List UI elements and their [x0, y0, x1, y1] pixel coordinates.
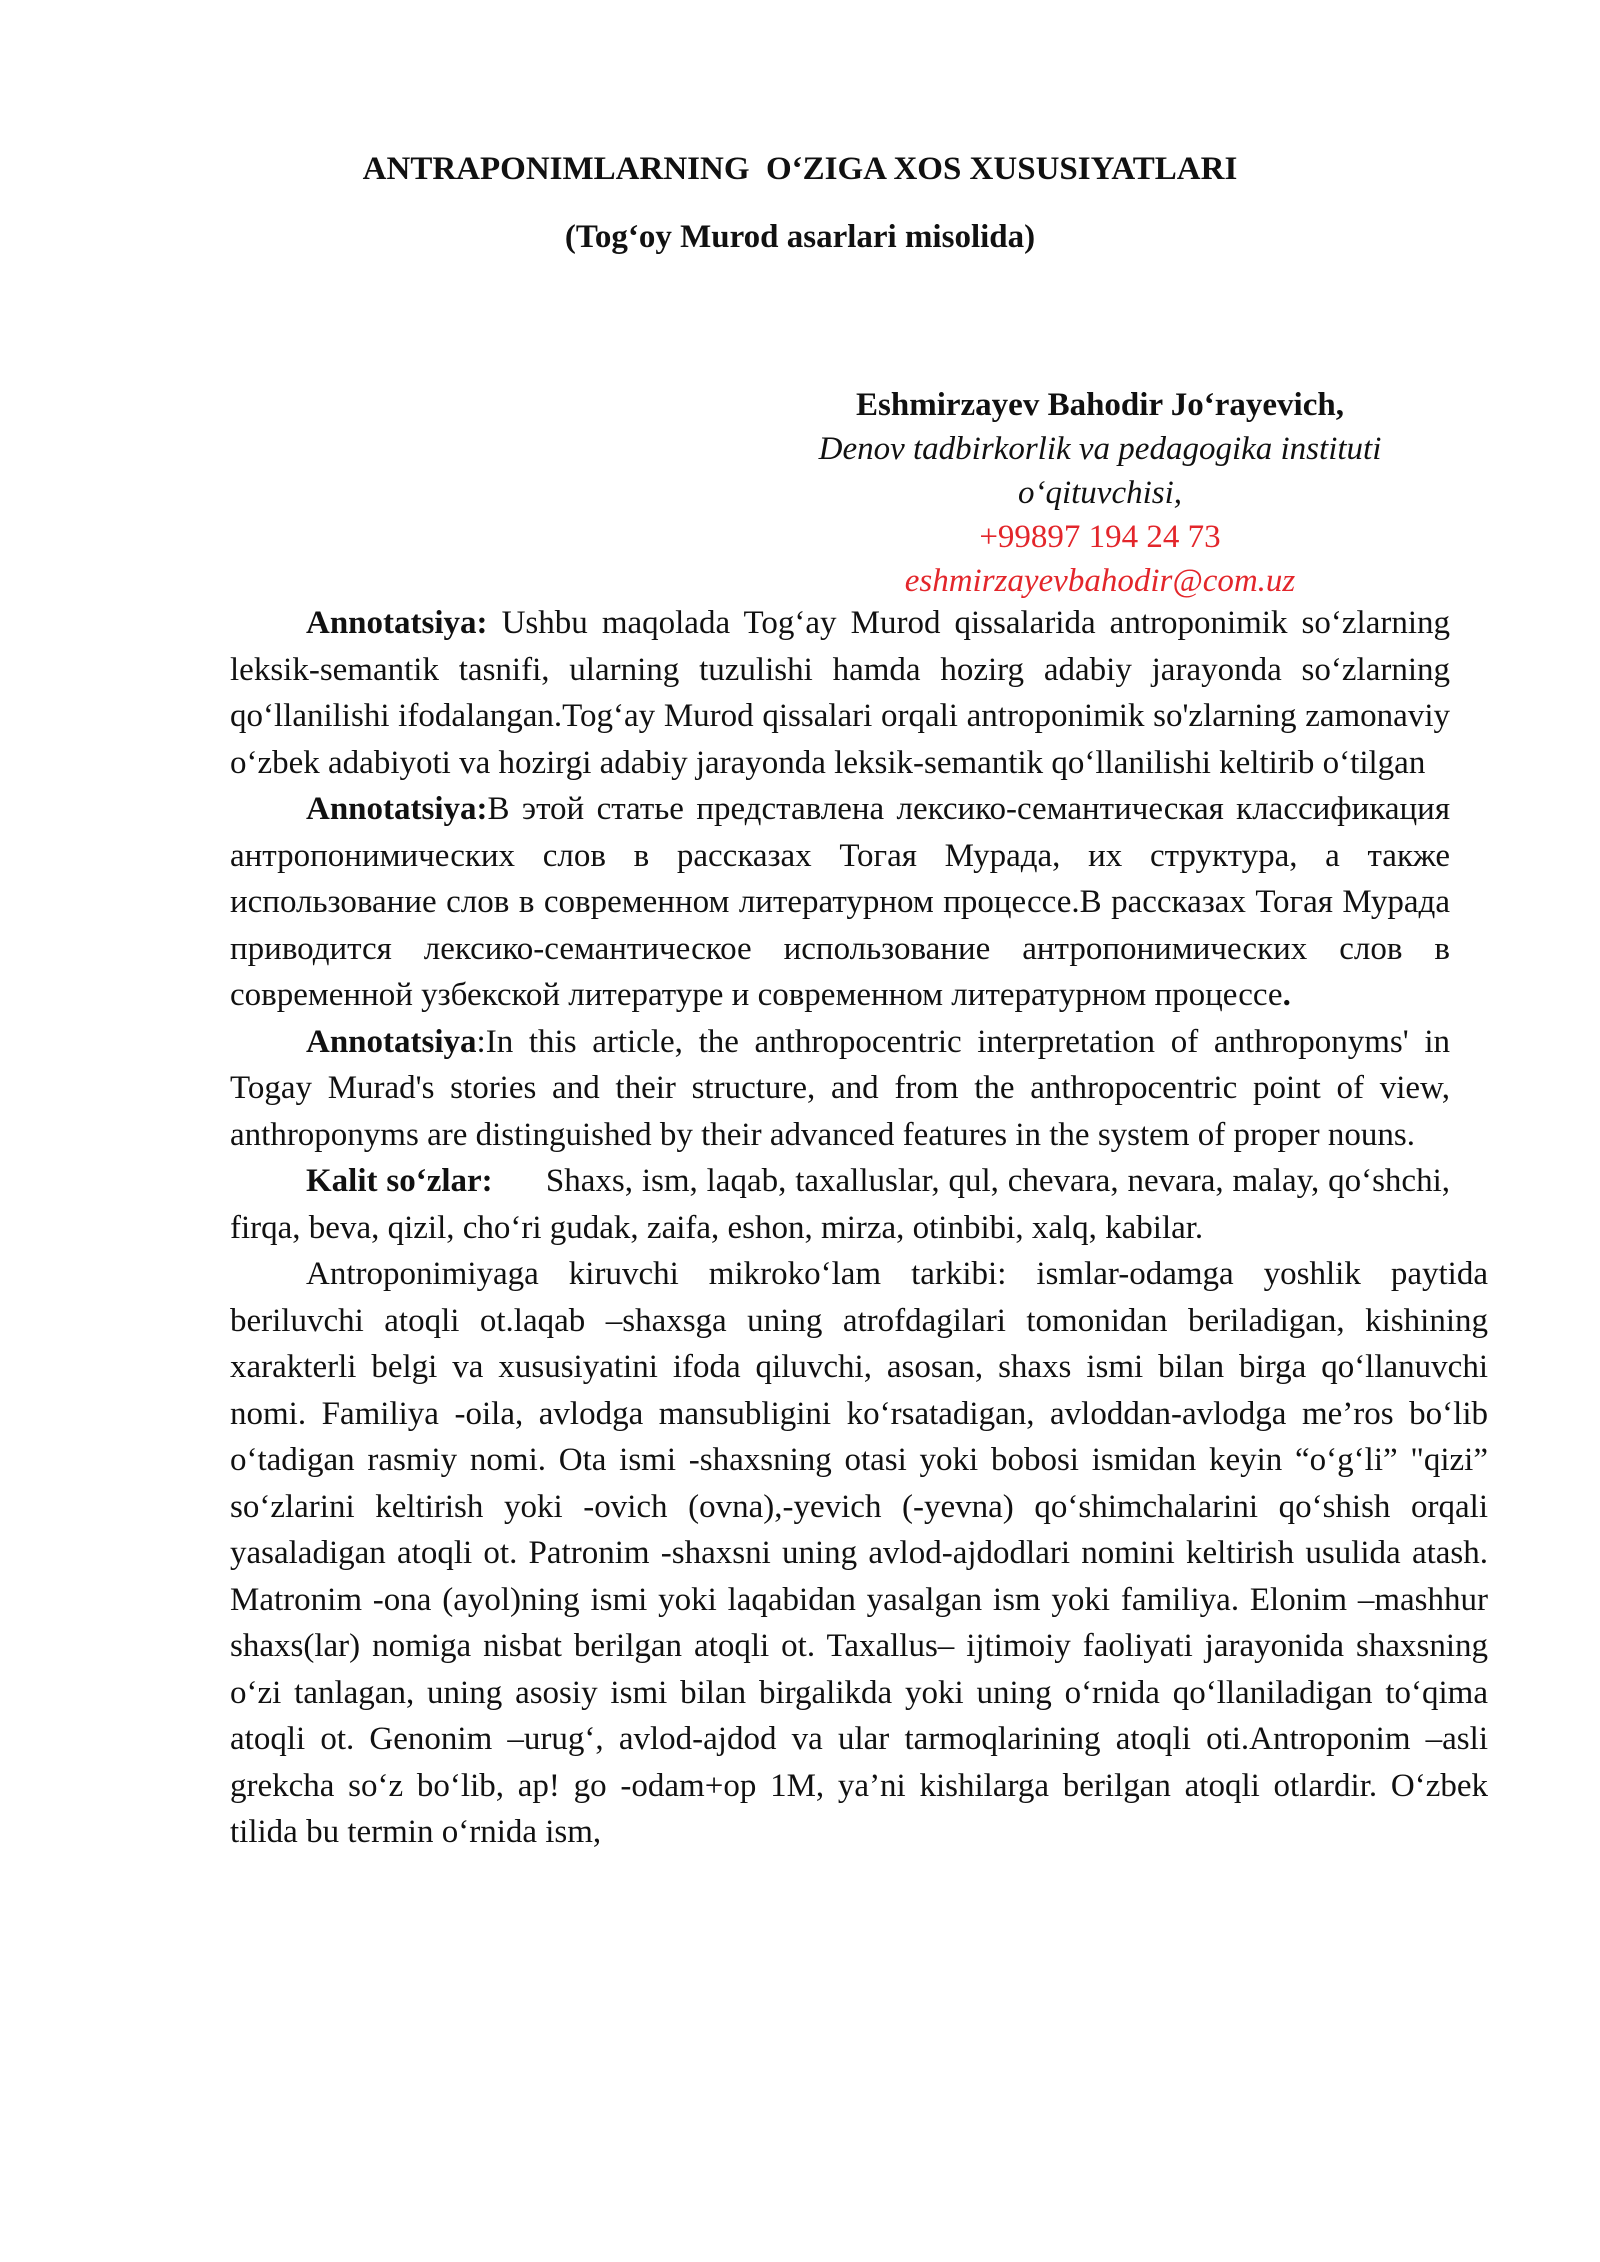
- keywords-label: Kalit so‘zlar:: [306, 1163, 493, 1199]
- author-email[interactable]: eshmirzayevbahodir@com.uz: [904, 563, 1296, 599]
- annotation-en: [230, 1019, 1450, 1159]
- annotation-en-text: :In this article, the anthropocentric interpretation of anthroponyms' in Togay Murad's stories and their structure, and from the anthropocentric point of view, anthroponyms are distinguished by their advanced features in the system of proper nouns.: [230, 1023, 1450, 1153]
- keywords-text: Shaxs, ism, laqab, taxalluslar, qul, chevara, nevara, malay, qo‘shchi, firqa, beva, qizil, cho‘ri gudak, zaifa, eshon, mirza, otinbibi, xalq, kabilar.: [230, 1163, 1459, 1246]
- annotation-ru-text: В этой статье представлена лексико-семантическая классификация антропонимических слов в рассказах Тогая Мурада, их структура, а также использование слов в современном литературном процессе.В рассказах Тогая Мурада приводится лексико-семантическое использование антропонимических слов в современной узбекской литературе и современном литературном процессе: [230, 791, 1450, 1013]
- annotation-en-label: Annotatsiya: [306, 1023, 477, 1060]
- page-title: ANTRAPONIMLARNING O‘ZIGA XOS XUSUSIYATLARI: [362, 151, 1238, 187]
- author-position: o‘qituvchisi,: [1017, 475, 1183, 511]
- page-subtitle: (Tog‘oy Murod asarlari misolida): [564, 219, 1036, 255]
- article-body: [230, 600, 1488, 1856]
- annotation-ru-end: .: [1282, 977, 1291, 1013]
- author-phone: +99897 194 24 73: [979, 519, 1221, 555]
- annotation-ru-label: Annotatsiya:: [306, 791, 488, 827]
- keywords: [230, 1158, 1459, 1251]
- author-block: [740, 383, 1460, 603]
- author-affiliation: Denov tadbirkorlik va pedagogika instituti: [818, 431, 1382, 467]
- annotation-uz: [230, 600, 1450, 786]
- annotation-uz-label: Annotatsiya:: [306, 605, 488, 641]
- annotation-ru: [230, 786, 1450, 1019]
- main-paragraph: Antroponimiyaga kiruvchi mikroko‘lam tarkibi: ismlar-odamga yoshlik paytida beriluvchi atoqli ot.laqab –shaxsga uning atrofdagilari tomonidan beriladigan, kishining xarakterli belgi va xususiyatini ifoda qiluvchi, asosan, shaxs ismi bilan birga qo‘llanuvchi nomi. Familiya -oila, avlodga mansubligini ko‘rsatadigan, avloddan-avlodga me’ros bo‘lib o‘tadigan rasmiy nomi. Ota ismi -shaxsning otasi yoki bobosi ismidan keyin “o‘g‘li” "qizi” so‘zlarini keltirish yoki -ovich (ovna),-yevich (-yevna) qo‘shimchalarini qo‘shish orqali yasaladigan atoqli ot. Patronim -shaxsni uning avlod-ajdodlari nomini keltirish usulida atash. Matronim -ona (ayol)ning ismi yoki laqabidan yasalgan ism yoki familiya. Elonim –mashhur shaxs(lar) nomiga nisbat berilgan atoqli ot. Taxallus– ijtimoiy faoliyati jarayonida shaxsning o‘zi tanlagan, uning asosiy ismi bilan birgalikda yoki uning o‘rnida qo‘llaniladigan to‘qima atoqli ot. Genonim –urug‘, avlod-ajdod va ular tarmoqlarining atoqli oti.Antroponim –asli grekcha so‘z bo‘lib, ap! go -odam+op 1M, ya’ni kishilarga berilgan atoqli otlardir. O‘zbek tilida bu termin o‘rnida ism,: [230, 1256, 1488, 1850]
- annotation-uz-text: Ushbu maqolada Tog‘ay Murod qissalarida antroponimik so‘zlarning leksik-semantik tasnifi, ularning tuzulishi hamda hozirg adabiy jarayonda so‘zlarning qo‘llanilishi ifodalangan.Tog‘ay Murod qissalari orqali antroponimik so'zlarning zamonaviy o‘zbek adabiyoti va hozirgi adabiy jarayonda leksik-semantik qo‘llanilishi keltirib o‘tilgan: [230, 605, 1450, 781]
- author-name: Eshmirzayev Bahodir Jo‘rayevich,: [856, 387, 1344, 423]
